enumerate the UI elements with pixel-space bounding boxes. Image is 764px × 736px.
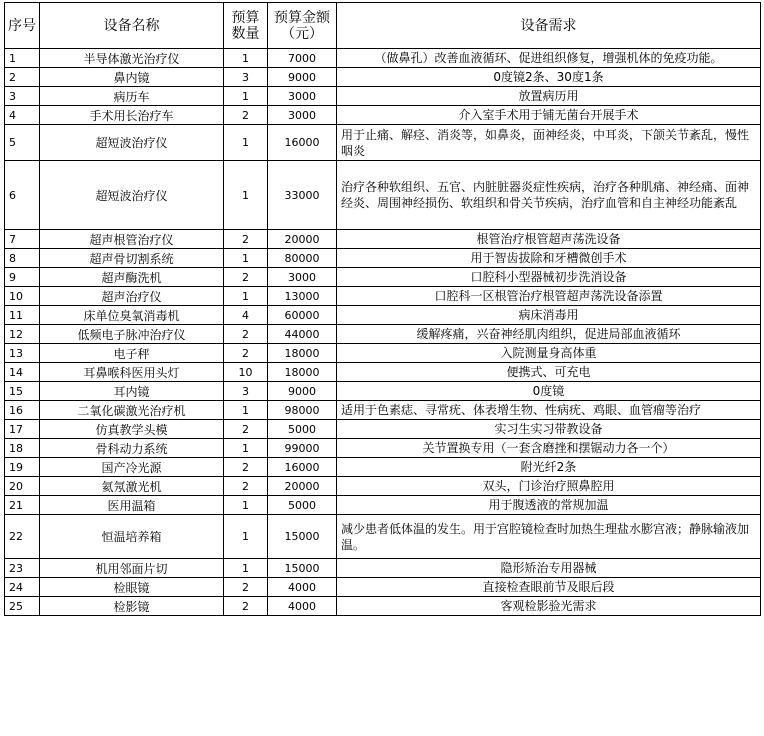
table-row [5, 230, 761, 249]
cell-name: 半导体激光治疗仪 [40, 49, 224, 68]
cell-amount: 5000 [268, 420, 337, 439]
cell-no: 3 [5, 87, 40, 106]
cell-qty: 10 [224, 363, 268, 382]
cell-no: 8 [5, 249, 40, 268]
cell-name: 病历车 [40, 87, 224, 106]
cell-no: 19 [5, 458, 40, 477]
cell-req: 介入室手术用于铺无菌台开展手术 [337, 106, 761, 125]
cell-name: 超短波治疗仪 [40, 161, 224, 230]
cell-req: 直接检查眼前节及眼后段 [337, 578, 761, 597]
table-row [5, 49, 761, 68]
cell-req: 入院测量身高体重 [337, 344, 761, 363]
cell-req: 关节置换专用（一套含磨挫和摆锯动力各一个） [337, 439, 761, 458]
cell-amount: 80000 [268, 249, 337, 268]
cell-amount: 4000 [268, 597, 337, 616]
cell-req: 减少患者低体温的发生。用于宫腔镜检查时加热生理盐水膨宫液；静脉输液加温。 [337, 515, 761, 559]
cell-req: 口腔科小型器械初步洗消设备 [337, 268, 761, 287]
cell-qty: 1 [224, 249, 268, 268]
table-row [5, 559, 761, 578]
cell-qty: 2 [224, 344, 268, 363]
cell-no: 18 [5, 439, 40, 458]
table-row [5, 87, 761, 106]
cell-qty: 1 [224, 496, 268, 515]
cell-qty: 2 [224, 268, 268, 287]
cell-qty: 1 [224, 125, 268, 161]
cell-no: 15 [5, 382, 40, 401]
cell-name: 超声治疗仪 [40, 287, 224, 306]
cell-qty: 2 [224, 477, 268, 496]
cell-req: 0度镜2条、30度1条 [337, 68, 761, 87]
cell-no: 17 [5, 420, 40, 439]
cell-req: 用于腹透液的常规加温 [337, 496, 761, 515]
table-row [5, 515, 761, 559]
table-row [5, 287, 761, 306]
cell-name: 检影镜 [40, 597, 224, 616]
cell-amount: 13000 [268, 287, 337, 306]
cell-qty: 2 [224, 597, 268, 616]
cell-amount: 20000 [268, 230, 337, 249]
cell-name: 骨科动力系统 [40, 439, 224, 458]
cell-name: 电子秤 [40, 344, 224, 363]
cell-name: 恒温培养箱 [40, 515, 224, 559]
cell-name: 手术用长治疗车 [40, 106, 224, 125]
cell-no: 24 [5, 578, 40, 597]
cell-no: 10 [5, 287, 40, 306]
cell-name: 仿真教学头模 [40, 420, 224, 439]
cell-qty: 4 [224, 306, 268, 325]
cell-qty: 1 [224, 49, 268, 68]
header-amount: 预算金额（元） [268, 3, 337, 49]
table-row [5, 439, 761, 458]
cell-req: 便携式、可充电 [337, 363, 761, 382]
cell-no: 1 [5, 49, 40, 68]
cell-req: 0度镜 [337, 382, 761, 401]
table-row [5, 249, 761, 268]
table-body [5, 49, 761, 616]
cell-qty: 3 [224, 382, 268, 401]
cell-amount: 9000 [268, 382, 337, 401]
cell-req: 隐形矫治专用器械 [337, 559, 761, 578]
cell-name: 低频电子脉冲治疗仪 [40, 325, 224, 344]
cell-req: 实习生实习带教设备 [337, 420, 761, 439]
cell-qty: 2 [224, 325, 268, 344]
cell-name: 耳内镜 [40, 382, 224, 401]
table-row [5, 458, 761, 477]
cell-name: 超声骨切割系统 [40, 249, 224, 268]
table-row [5, 161, 761, 230]
equipment-budget-table [4, 2, 761, 616]
cell-no: 23 [5, 559, 40, 578]
cell-qty: 1 [224, 559, 268, 578]
table-row [5, 597, 761, 616]
cell-amount: 7000 [268, 49, 337, 68]
cell-name: 国产冷光源 [40, 458, 224, 477]
cell-no: 2 [5, 68, 40, 87]
cell-amount: 15000 [268, 559, 337, 578]
cell-req: 根管治疗根管超声荡洗设备 [337, 230, 761, 249]
cell-req: 用于智齿拔除和牙槽微创手术 [337, 249, 761, 268]
cell-qty: 1 [224, 161, 268, 230]
cell-name: 氦氖激光机 [40, 477, 224, 496]
cell-name: 床单位臭氧消毒机 [40, 306, 224, 325]
cell-qty: 3 [224, 68, 268, 87]
cell-req: 用于止痛、解痉、消炎等，如鼻炎，面神经炎，中耳炎，下颌关节紊乱，慢性咽炎 [337, 125, 761, 161]
cell-amount: 33000 [268, 161, 337, 230]
cell-amount: 4000 [268, 578, 337, 597]
cell-amount: 3000 [268, 268, 337, 287]
cell-no: 13 [5, 344, 40, 363]
cell-amount: 16000 [268, 125, 337, 161]
cell-qty: 2 [224, 106, 268, 125]
cell-name: 鼻内镜 [40, 68, 224, 87]
header-row [5, 3, 761, 49]
cell-name: 超声酶洗机 [40, 268, 224, 287]
table-row [5, 363, 761, 382]
cell-name: 耳鼻喉科医用头灯 [40, 363, 224, 382]
table-row [5, 578, 761, 597]
cell-no: 5 [5, 125, 40, 161]
cell-req: 缓解疼痛，兴奋神经肌肉组织，促进局部血液循环 [337, 325, 761, 344]
cell-req: 客观检影验光需求 [337, 597, 761, 616]
table-row [5, 420, 761, 439]
cell-amount: 5000 [268, 496, 337, 515]
cell-name: 检眼镜 [40, 578, 224, 597]
cell-no: 7 [5, 230, 40, 249]
cell-req: （做鼻孔）改善血液循环、促进组织修复，增强机体的免疫功能。 [337, 49, 761, 68]
table-row [5, 496, 761, 515]
cell-no: 16 [5, 401, 40, 420]
cell-req: 治疗各种软组织、五官、内脏脏器炎症性疾病，治疗各种肌痛、神经痛、面神经炎、周围神经损伤、软组织和骨关节疾病，治疗血管和自主神经功能紊乱 [337, 161, 761, 230]
cell-name: 二氧化碳激光治疗机 [40, 401, 224, 420]
cell-no: 4 [5, 106, 40, 125]
cell-no: 20 [5, 477, 40, 496]
cell-req: 口腔科一区根管治疗根管超声荡洗设备添置 [337, 287, 761, 306]
cell-req: 病床消毒用 [337, 306, 761, 325]
cell-qty: 1 [224, 87, 268, 106]
cell-qty: 2 [224, 578, 268, 597]
table-row [5, 325, 761, 344]
cell-qty: 1 [224, 515, 268, 559]
cell-qty: 1 [224, 287, 268, 306]
cell-req: 双头，门诊治疗照鼻腔用 [337, 477, 761, 496]
header-no: 序号 [5, 3, 40, 49]
cell-amount: 60000 [268, 306, 337, 325]
table-row [5, 125, 761, 161]
table-row [5, 106, 761, 125]
cell-req: 适用于色素痣、寻常疣、体表增生物、性病疣、鸡眼、血管瘤等治疗 [337, 401, 761, 420]
header-name: 设备名称 [40, 3, 224, 49]
cell-req: 放置病历用 [337, 87, 761, 106]
cell-no: 22 [5, 515, 40, 559]
cell-amount: 44000 [268, 325, 337, 344]
cell-amount: 18000 [268, 363, 337, 382]
cell-name: 超短波治疗仪 [40, 125, 224, 161]
header-req: 设备需求 [337, 3, 761, 49]
cell-no: 12 [5, 325, 40, 344]
cell-name: 医用温箱 [40, 496, 224, 515]
cell-amount: 20000 [268, 477, 337, 496]
cell-amount: 99000 [268, 439, 337, 458]
table-row [5, 306, 761, 325]
cell-amount: 9000 [268, 68, 337, 87]
cell-name: 超声根管治疗仪 [40, 230, 224, 249]
header-qty: 预算数量 [224, 3, 268, 49]
table-row [5, 477, 761, 496]
cell-no: 14 [5, 363, 40, 382]
cell-no: 11 [5, 306, 40, 325]
table-row [5, 382, 761, 401]
cell-qty: 2 [224, 230, 268, 249]
cell-amount: 18000 [268, 344, 337, 363]
cell-amount: 3000 [268, 106, 337, 125]
cell-no: 21 [5, 496, 40, 515]
table-row [5, 401, 761, 420]
cell-req: 附光纤2条 [337, 458, 761, 477]
cell-amount: 16000 [268, 458, 337, 477]
cell-qty: 1 [224, 439, 268, 458]
cell-qty: 2 [224, 420, 268, 439]
table-row [5, 268, 761, 287]
table-row [5, 68, 761, 87]
cell-no: 25 [5, 597, 40, 616]
cell-qty: 2 [224, 458, 268, 477]
table-row [5, 344, 761, 363]
cell-amount: 98000 [268, 401, 337, 420]
cell-qty: 1 [224, 401, 268, 420]
cell-no: 6 [5, 161, 40, 230]
cell-amount: 3000 [268, 87, 337, 106]
cell-no: 9 [5, 268, 40, 287]
cell-amount: 15000 [268, 515, 337, 559]
cell-name: 机用邻面片切 [40, 559, 224, 578]
